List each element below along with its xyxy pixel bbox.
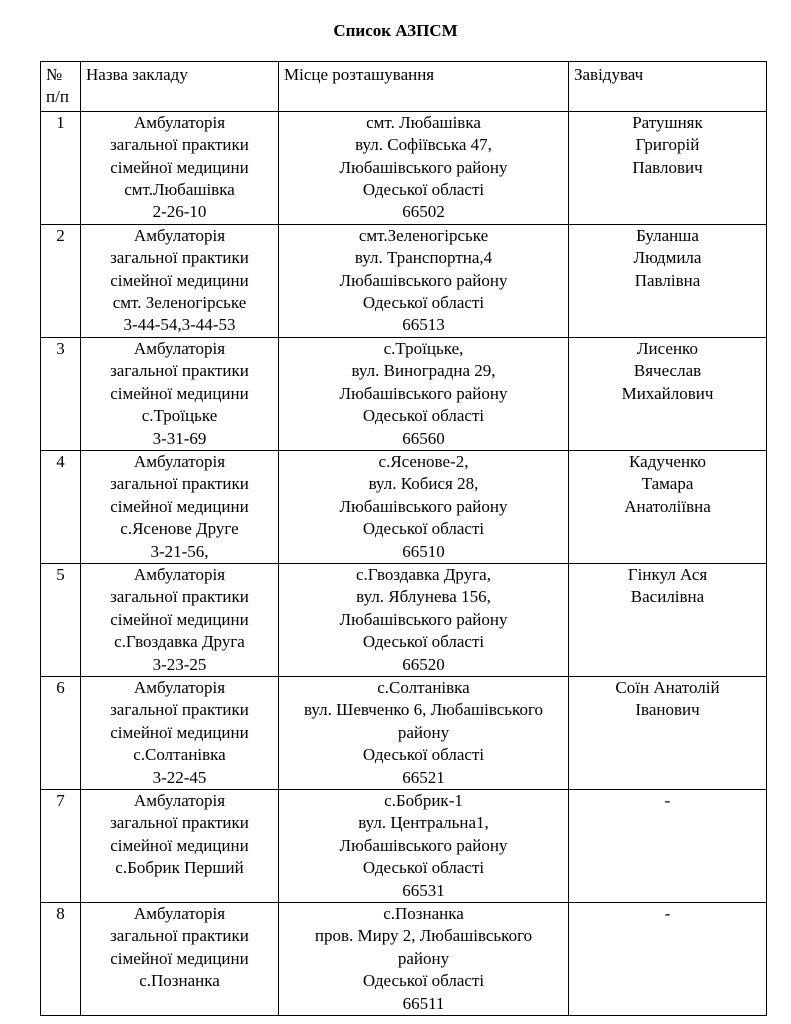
location-line: Одеської області	[362, 971, 485, 991]
facility-name-line: Амбулаторія	[133, 904, 226, 924]
facility-name-line: сімейної медицини	[110, 835, 249, 855]
column-header-number-symbol: №	[46, 65, 63, 84]
facility-name-cell	[81, 111, 279, 224]
facility-name-cell	[81, 224, 279, 337]
head-cell	[569, 790, 767, 903]
location-line: с.Ясенове-2,	[378, 451, 469, 471]
head-cell	[569, 903, 767, 1016]
row-number: 4	[41, 450, 81, 563]
facility-name-line: смт.Любашівка	[124, 180, 235, 200]
facility-name-line: сімейної медицини	[110, 157, 249, 177]
facility-name-line: сімейної медицини	[110, 722, 249, 742]
head-line: Михайлович	[621, 383, 714, 403]
location-cell	[279, 224, 569, 337]
facility-name-line: 3-31-69	[152, 428, 207, 448]
facility-name-line: смт. Зеленогірське	[112, 293, 247, 313]
column-header-number-abbr: п/п	[46, 87, 69, 107]
location-line: 66510	[402, 541, 445, 561]
table-row	[41, 563, 767, 676]
facility-name-line: с.Ясенове Друге	[120, 519, 239, 539]
facility-name-line: загальної практики	[110, 135, 249, 155]
head-line: Лисенко	[637, 338, 698, 358]
table-row	[41, 337, 767, 450]
column-header-name: Назва закладу	[81, 62, 279, 112]
location-line: вул. Транспортна,4	[354, 248, 493, 268]
location-line: Одеської області	[362, 858, 485, 878]
location-line: пров. Миру 2, Любашівського	[314, 926, 533, 946]
head-line: Павлович	[632, 157, 703, 177]
location-line: смт. Любашівка	[366, 112, 481, 132]
table-row	[41, 790, 767, 903]
facility-name-line: сімейної медицини	[110, 948, 249, 968]
head-line: Вячеслав	[633, 361, 702, 381]
table-row	[41, 224, 767, 337]
location-line: району	[397, 722, 450, 742]
row-number: 3	[41, 337, 81, 450]
head-line: Іванович	[635, 700, 700, 720]
location-cell	[279, 337, 569, 450]
location-line: Любашівського району	[339, 383, 508, 403]
facility-name-line: 2-26-10	[152, 202, 207, 222]
facility-name-cell	[81, 337, 279, 450]
head-line: Ратушняк	[632, 112, 703, 132]
facility-name-line: с.Гвоздавка Друга	[114, 632, 245, 652]
location-cell	[279, 450, 569, 563]
facility-name-line: загальної практики	[110, 700, 249, 720]
location-line: Любашівського району	[339, 157, 508, 177]
location-line: с.Бобрик-1	[384, 791, 463, 810]
row-number: 6	[41, 676, 81, 789]
table-row	[41, 676, 767, 789]
location-line: с.Познанка	[383, 904, 464, 924]
location-line: вул. Шевченко 6, Любашівського	[303, 700, 543, 720]
head-line: -	[664, 791, 671, 810]
facility-name-line: Амбулаторія	[133, 225, 226, 245]
head-line: Гінкул Ася	[627, 564, 708, 584]
facility-name-line: Амбулаторія	[133, 677, 226, 697]
facility-name-line: с.Троїцьке	[141, 406, 218, 426]
location-line: Одеської області	[362, 632, 485, 652]
location-line: 66520	[402, 654, 445, 674]
facility-name-line: с.Солтанівка	[133, 745, 226, 765]
location-line: с.Гвоздавка Друга,	[356, 564, 491, 584]
facility-name-line: с.Бобрик Перший	[115, 858, 244, 878]
head-cell	[569, 563, 767, 676]
facility-name-cell	[81, 676, 279, 789]
facility-name-line: с.Познанка	[139, 971, 220, 991]
location-line: 66531	[402, 880, 445, 900]
location-line: Одеської області	[362, 180, 485, 200]
row-number: 5	[41, 563, 81, 676]
head-line: Буланша	[636, 225, 699, 245]
facility-name-line: сімейної медицини	[110, 270, 249, 290]
location-line: Одеської області	[362, 745, 485, 765]
clinics-table	[40, 61, 767, 1016]
location-line: Одеської області	[362, 293, 485, 313]
head-cell	[569, 450, 767, 563]
location-line: 66511	[402, 993, 445, 1013]
row-number: 1	[41, 111, 81, 224]
facility-name-cell	[81, 563, 279, 676]
head-cell	[569, 111, 767, 224]
head-line: Григорій	[635, 135, 700, 155]
facility-name-line: загальної практики	[110, 813, 249, 833]
location-cell	[279, 676, 569, 789]
location-line: 66560	[402, 428, 445, 448]
facility-name-line: сімейної медицини	[110, 383, 249, 403]
facility-name-line: сімейної медицини	[110, 609, 249, 629]
facility-name-cell	[81, 450, 279, 563]
facility-name-line: Амбулаторія	[133, 338, 226, 358]
head-line: -	[664, 904, 671, 924]
head-line: Василівна	[630, 587, 705, 607]
head-line: Тамара	[641, 474, 694, 494]
table-row	[41, 903, 767, 1016]
facility-name-line: загальної практики	[110, 926, 249, 946]
location-line: Любашівського району	[339, 496, 508, 516]
facility-name-cell	[81, 903, 279, 1016]
facility-name-line: 3-23-25	[152, 654, 207, 674]
head-line: Кадученко	[629, 451, 706, 471]
facility-name-line: Амбулаторія	[133, 791, 226, 810]
location-line: Любашівського району	[339, 609, 508, 629]
facility-name-line: загальної практики	[110, 474, 249, 494]
location-line: 66513	[402, 315, 445, 335]
row-number: 8	[41, 903, 81, 1016]
row-number: 2	[41, 224, 81, 337]
location-line: смт.Зеленогірське	[358, 225, 489, 245]
head-cell	[569, 224, 767, 337]
column-header-location: Місце розташування	[279, 62, 569, 112]
facility-name-line: Амбулаторія	[133, 451, 226, 471]
column-header-number	[41, 62, 81, 112]
location-line: вул. Виноградна 29,	[351, 361, 496, 381]
column-header-head: Завідувач	[569, 62, 767, 112]
head-cell	[569, 337, 767, 450]
location-line: Любашівського району	[339, 835, 508, 855]
location-cell	[279, 790, 569, 903]
facility-name-line: загальної практики	[110, 587, 249, 607]
location-cell	[279, 563, 569, 676]
location-line: Одеської області	[362, 406, 485, 426]
location-line: 66502	[402, 202, 445, 222]
head-line: Анатоліївна	[624, 496, 711, 516]
facility-name-line: 3-21-56,	[150, 541, 209, 561]
table-body	[41, 111, 767, 1015]
location-line: вул. Кобися 28,	[368, 474, 479, 494]
table-row	[41, 450, 767, 563]
table-row	[41, 111, 767, 224]
head-line: Людмила	[633, 248, 702, 268]
facility-name-line: 3-44-54,3-44-53	[123, 315, 236, 335]
location-line: вул. Яблунева 156,	[356, 587, 491, 607]
facility-name-line: сімейної медицини	[110, 496, 249, 516]
table-header-row	[41, 62, 767, 112]
facility-name-line: загальної практики	[110, 361, 249, 381]
head-cell	[569, 676, 767, 789]
location-line: вул. Центральна1,	[358, 813, 489, 833]
document-title: Список АЗПСМ	[333, 21, 458, 40]
head-line: Павлівна	[634, 270, 701, 290]
facility-name-line: загальної практики	[110, 248, 249, 268]
head-line: Соїн Анатолій	[615, 677, 720, 697]
location-line: с.Солтанівка	[377, 677, 470, 697]
location-line: району	[397, 948, 450, 968]
row-number: 7	[41, 790, 81, 903]
facility-name-line: Амбулаторія	[133, 564, 226, 584]
location-line: Любашівського району	[339, 270, 508, 290]
location-line: 66521	[402, 767, 445, 787]
location-line: с.Троїцьке,	[383, 338, 464, 358]
facility-name-line: 3-22-45	[152, 767, 207, 787]
location-cell	[279, 903, 569, 1016]
location-line: Одеської області	[362, 519, 485, 539]
facility-name-cell	[81, 790, 279, 903]
facility-name-line: Амбулаторія	[133, 112, 226, 132]
location-line: вул. Софіївська 47,	[355, 135, 492, 155]
location-cell	[279, 111, 569, 224]
